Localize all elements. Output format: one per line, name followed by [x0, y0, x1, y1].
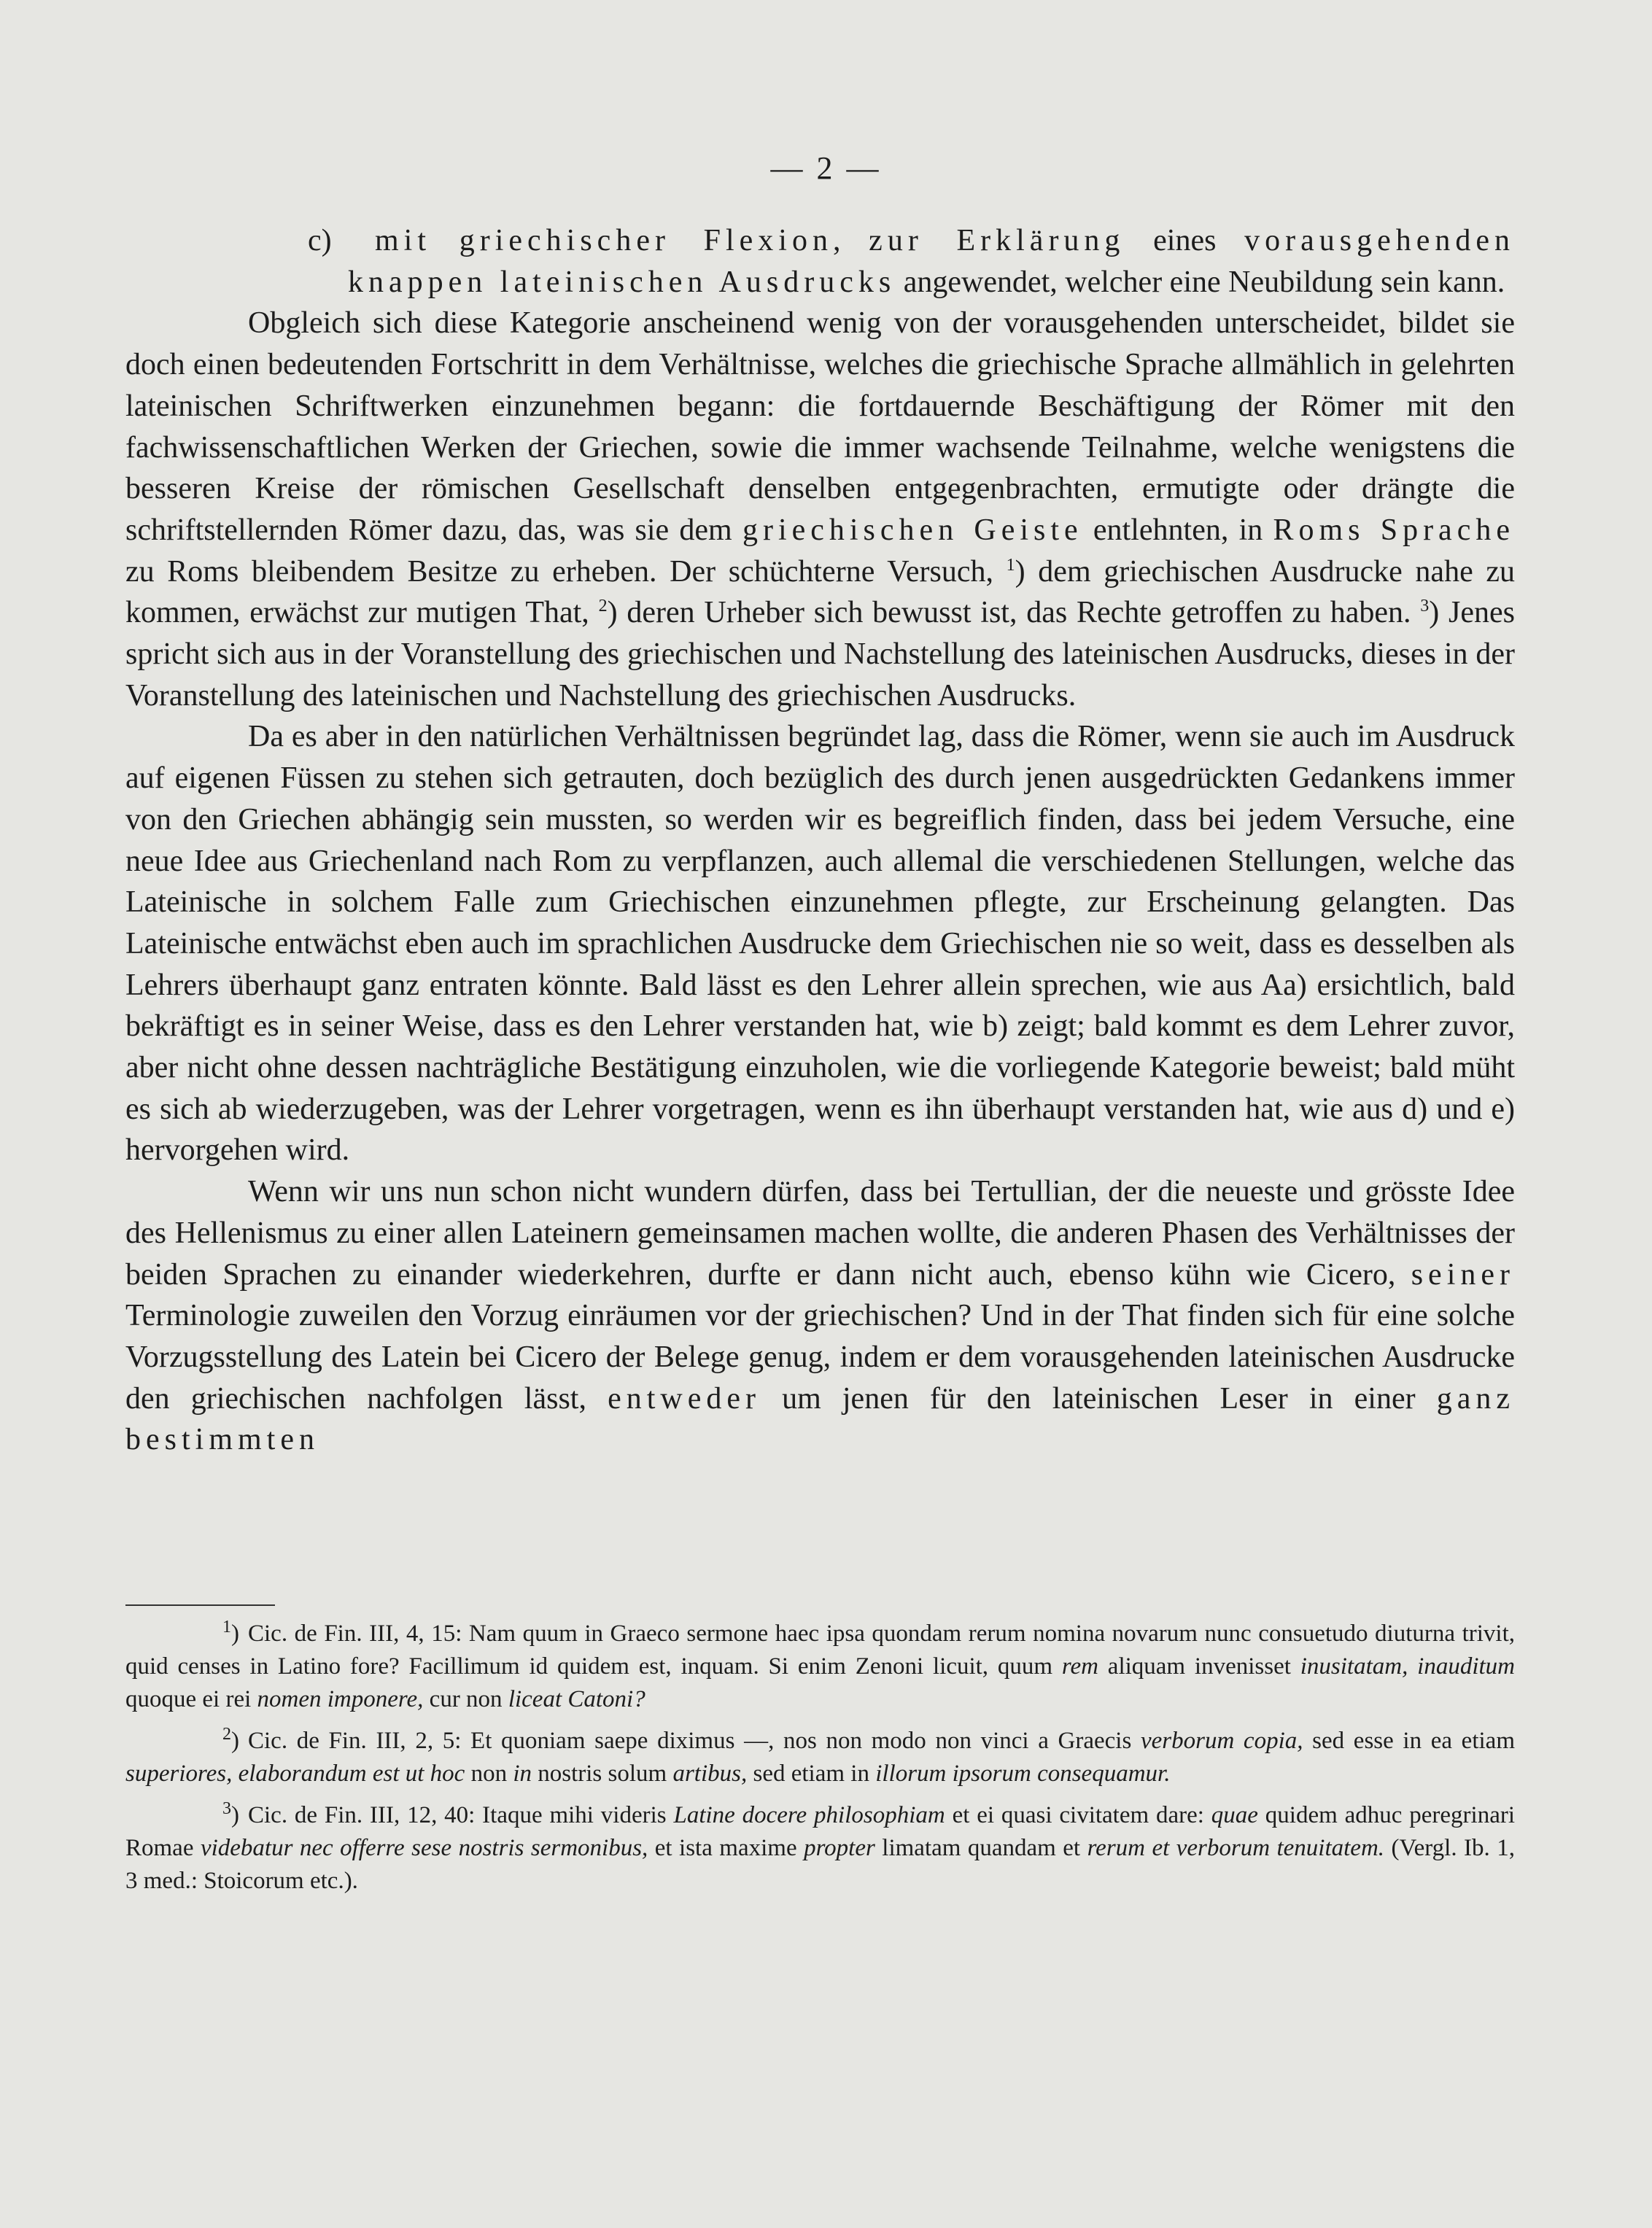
page-number: — 2 — [770, 150, 882, 186]
item-label: c) [308, 224, 332, 257]
footnote-ref-3[interactable]: 3 [1420, 597, 1430, 616]
paragraph-3: Wenn wir uns nun schon nicht wundern dürfen, dass bei Tertullian, der die neueste und grösste Idee des Hellenismus zu einer allen Lateinern gemeinsamen machen wollte, die anderen Phasen des Verhältnisses der beiden Sprachen zu einander wiederkehren, durfte er dann nicht auch, ebenso kühn wie Cicero, seiner Terminologie zuweilen den Vorzug einräumen vor der griechischen? Und in der That finden sich für eine solche Vorzugsstellung des Latein bei Cicero der Belege genug, indem er dem vorausgehenden lateinischen Ausdrucke den griechischen nachfolgen lässt, entweder um jenen für den lateinischen Leser in einer ganz bestimmten [125, 1175, 1515, 1457]
list-item-c: c) mit griechischer Flexion, zur Erklärung eines vorausgehenden knappen lateinischen Ausdrucks angewendet, welcher eine Neubildung sein kann. [125, 220, 1515, 303]
footnote-rule [125, 1604, 275, 1606]
footnote-ref-2[interactable]: 2 [598, 597, 608, 616]
paragraph-2: Da es aber in den natürlichen Verhältnissen begründet lag, dass die Römer, wenn sie auch im Ausdruck auf eigenen Füssen zu stehen sich getrauten, doch bezüglich des durch jenen ausgedrückten Gedankens immer von den Griechen abhängig sein mussten, so werden wir es begreiflich finden, dass bei jedem Versuche, eine neue Idee aus Griechenland nach Rom zu verpflanzen, auch allemal die verschiedenen Stellungen, welche das Lateinische in solchem Falle zum Griechischen einzunehmen pflegte, zur Erscheinung gelangten. Das Lateinische entwächst eben auch im sprachlichen Ausdrucke dem Griechischen nie so weit, dass es desselben als Lehrers überhaupt ganz entraten könnte. Bald lässt es den Lehrer allein sprechen, wie aus Aa) ersichtlich, bald bekräftigt es in seiner Weise, dass es den Lehrer verstanden hat, wie b) zeigt; bald kommt es dem Lehrer zuvor, aber nicht ohne dessen nachträgliche Bestätigung einzuholen, wie die vorliegende Kategorie beweist; bald müht es sich ab wiederzugeben, was der Lehrer vorgetragen, wenn es ihn überhaupt verstanden hat, wie aus d) und e) hervorgehen wird. [125, 720, 1515, 1168]
paragraph-1: Obgleich sich diese Kategorie anscheinend wenig von der vorausgehenden unterscheidet, bildet sie doch einen bedeutenden Fortschritt in dem Verhältnisse, welches die griechische Sprache allmählich in gelehrten lateinischen Schriftwerken einzunehmen begann: die fortdauernde Beschäftigung der Römer mit den fachwissenschaftlichen Werken der Griechen, sowie die immer wachsende Teilnahme, welche wenigstens die besseren Kreise der römischen Gesellschaft denselben entgegenbrachten, ermutigte oder drängte die schriftstellernden Römer dazu, das, was sie dem griechischen Geiste entlehnten, in Roms Sprache zu Roms bleibendem Besitze zu erheben. Der schüchterne Versuch, $^1$) dem griechischen Ausdrucke nahe zu kommen, erwächst zur mutigen That, $^2$) deren Urheber sich bewusst ist, das Rechte getroffen zu haben. $^3$) Jenes spricht sich aus in der Voranstellung des griechischen und Nachstellung des lateinischen Ausdrucks, dieses in der Voranstellung des lateinischen und Nachstellung des griechischen Ausdrucks. [125, 306, 1516, 713]
footnotes [125, 1618, 1515, 1906]
footnote-2: $^2$) Cic. de Fin. III, 2, 5: Et quoniam saepe diximus —, nos non modo non vinci a Graecis verborum copia, sed esse in ea etiam superiores, elaborandum est ut hoc non in nostris solum artibus, sed etiam in illorum ipsorum consequamur. [125, 1725, 1515, 1787]
footnote-1: $^1$) Cic. de Fin. III, 4, 15: Nam quum in Graeco sermone haec ipsa quondam rerum nomina novarum nunc consuetudo diuturna trivit, quid censes in Latino fore? Facillimum id quidem est, inquam. Si enim Zenoni licuit, quum rem aliquam invenisset inusitatam, inauditum quoque ei rei nomen imponere, cur non liceat Catoni? [125, 1618, 1515, 1712]
footnote-mark: 3 [222, 1799, 231, 1818]
footnote-ref-1[interactable]: 1 [1006, 555, 1015, 575]
footnote-3: $^3$) Cic. de Fin. III, 12, 40: Itaque mihi videris Latine docere philosophiam et ei quasi civitatem dare: quae quidem adhuc peregrinari Romae videbatur nec offerre sese nostris sermonibus, et ista maxime propter limatam quandam et rerum et verborum tenuitatem. (Vergl. Ib. 1, 3 med.: Stoicorum etc.). [125, 1799, 1515, 1894]
main-text [125, 220, 1515, 1461]
footnote-mark: 1 [222, 1618, 231, 1637]
footnote-mark: 2 [222, 1725, 231, 1744]
